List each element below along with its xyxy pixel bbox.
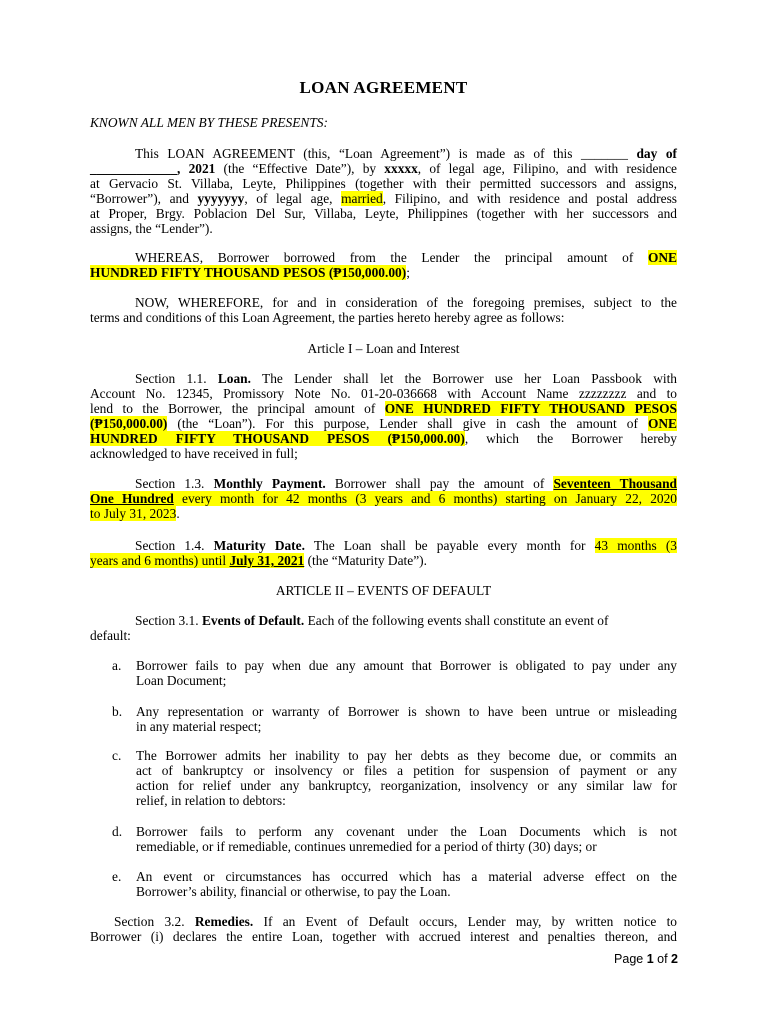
- page-number: Page 1 of 2: [614, 952, 678, 966]
- list-marker: b.: [112, 704, 123, 719]
- document-title: LOAN AGREEMENT: [299, 78, 468, 97]
- section-1-4: Section 1.4. Maturity Date. The Loan shall be payable every month for 43 months (3 years and 6 months) until July 31, 2021 (the “Maturity Date”).: [90, 538, 677, 568]
- intro-line-1: This LOAN AGREEMENT (this, “Loan Agreement”) is made as of this _______ day of: [135, 146, 677, 161]
- list-marker: c.: [112, 748, 122, 763]
- whereas-paragraph: WHEREAS, Borrower borrowed from the Lender the principal amount of ONE HUNDRED FIFTY THOUSAND PESOS (₱150,000.00);: [90, 250, 677, 280]
- intro-line-2: _____________, 2021 (the “Effective Date”), by xxxxx, of legal age, Filipino, and with residence: [90, 161, 677, 176]
- section-1-3: Section 1.3. Monthly Payment. Borrower shall pay the amount of Seventeen Thousand One Hundred every month for 42 months (3 years and 6 months) starting on January 22, 2020 to July 31, 2023.: [90, 476, 677, 521]
- intro-paragraph: [90, 146, 677, 236]
- intro-line-5: at Proper, Brgy. Poblacion Del Sur, Villaba, Leyte, Philippines (together with her successors and: [90, 206, 677, 221]
- now-wherefore-paragraph: NOW, WHEREFORE, for and in consideration of the foregoing premises, subject to the terms and conditions of this Loan Agreement, the parties hereto hereby agree as follows:: [90, 295, 677, 325]
- list-marker: a.: [112, 658, 122, 673]
- intro-line-6: assigns, the “Lender”).: [90, 221, 213, 236]
- section-3-2: Section 3.2. Remedies. If an Event of Default occurs, Lender may, by written notice to Borrower (i) declares the entire Loan, together with accrued interest and penalties thereon, and: [90, 914, 678, 944]
- section-3-1: Section 3.1. Events of Default. Each of the following events shall constitute an event of default:: [90, 613, 609, 643]
- intro-line-4: “Borrower”), and yyyyyyy, of legal age, married, Filipino, and with residence and postal address: [90, 191, 677, 206]
- list-marker: e.: [112, 869, 122, 884]
- known-all-men-heading: KNOWN ALL MEN BY THESE PRESENTS:: [90, 115, 328, 130]
- article-1-heading: Article I – Loan and Interest: [307, 341, 460, 356]
- intro-line-3: at Gervacio St. Villaba, Leyte, Philippines (together with their permitted successors and assigns,: [90, 176, 677, 191]
- section-1-1: Section 1.1. Loan. The Lender shall let the Borrower use her Loan Passbook with Account No. 12345, Promissory Note No. 01-20-036668 with Account Name zzzzzzzz and to lend to the Borrower, the principal amount of ONE HUNDRED FIFTY THOUSAND PESOS (₱150,000.00) (the “Loan”). For this purpose, Lender shall give in cash the amount of ONE HUNDRED FIFTY THOUSAND PESOS (₱150,000.00), which the Borrower hereby acknowledged to have received in full;: [90, 371, 677, 461]
- list-marker: d.: [112, 824, 123, 839]
- article-2-heading: ARTICLE II – EVENTS OF DEFAULT: [275, 583, 492, 598]
